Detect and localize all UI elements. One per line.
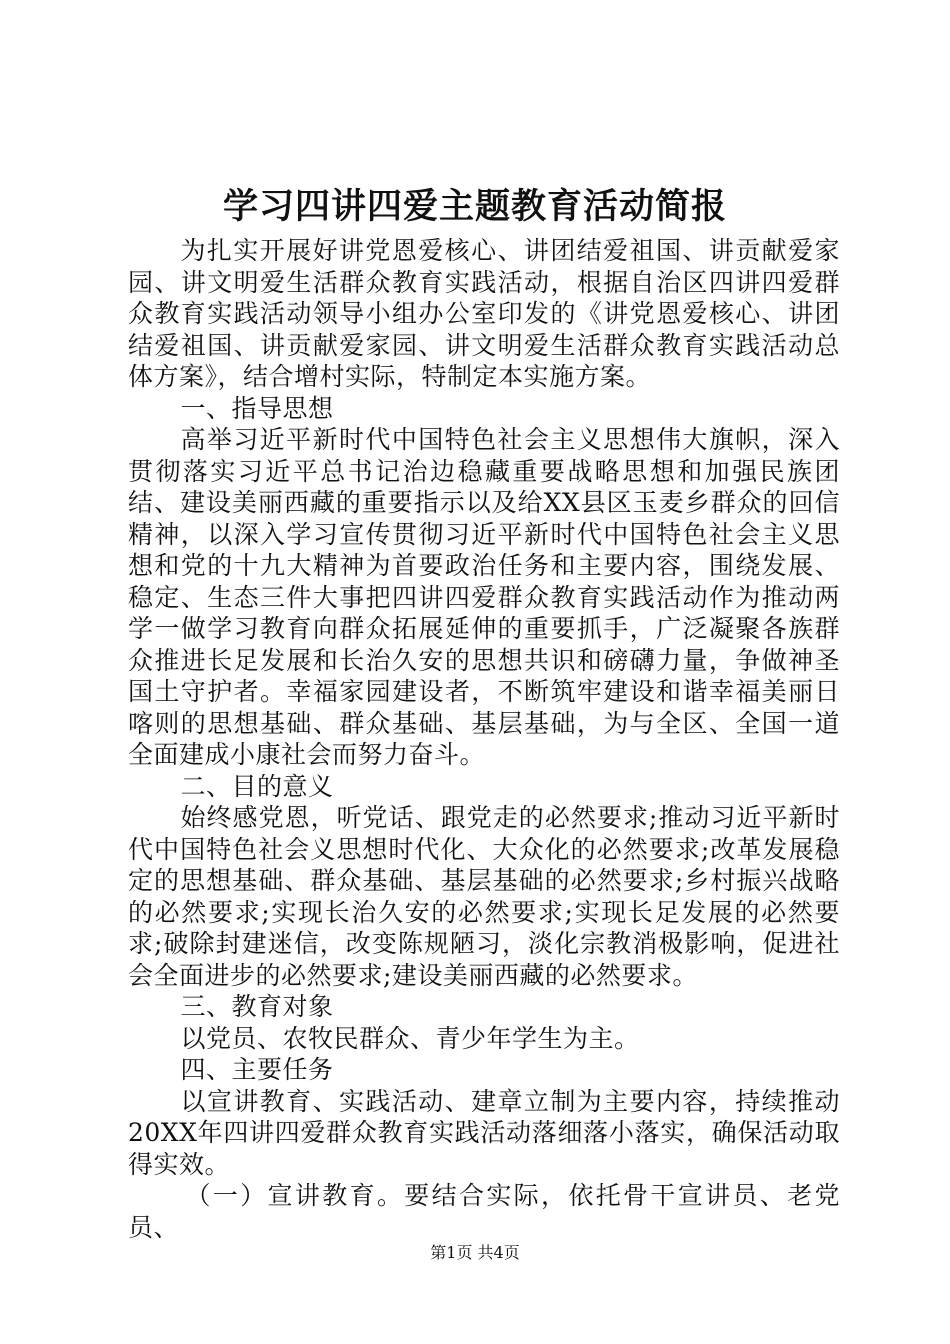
purpose-paragraph: 始终感党恩，听党话、跟党走的必然要求;推动习近平新时代中国特色社会义思想时代化、大众化的必然要求;改革发展稳定的思想基础、群众基础、基层基础的必然要求;乡村振兴战略的必然要求;实现长治久安的必然要求;实现长足发展的必然要求;破除封建迷信，改变陈规陋习，淡化宗教消极影响，促进社会全面进步的必然要求;建设美丽西藏的必然要求。 (128, 803, 840, 990)
section-heading-guiding-ideology: 一、指导思想 (180, 393, 334, 423)
document-title: 学习四讲四爱主题教育活动简报 (222, 186, 727, 227)
section-heading-audience: 三、教育对象 (180, 992, 334, 1021)
guiding-ideology-paragraph: 高举习近平新时代中国特色社会主义思想伟大旗帜，深入贯彻落实习近平总书记治边稳藏重要战略思想和加强民族团结、建设美丽西藏的重要指示以及给XX县区玉麦乡群众的回信精神，以深入学习宣传贯彻习近平新时代中国特色社会主义思想和党的十九大精神为首要政治任务和主要内容，围绕发展、稳定、生态三件大事把四讲四爱群众教育实践活动作为推动两学一做学习教育向群众拓展延伸的重要抓手，广泛凝聚各族群众推进长足发展和长治久安的思想共识和磅礴力量，争做神圣国土守护者。幸福家园建设者，不断筑牢建设和谐幸福美丽日喀则的思想基础、群众基础、基层基础，为与全区、全国一道全面建成小康社会而努力奋斗。 (128, 425, 840, 769)
audience-paragraph: 以党员、农牧民群众、青少年学生为主。 (180, 1023, 640, 1053)
section-heading-purpose: 二、目的意义 (180, 771, 334, 801)
main-tasks-paragraph: 以宣讲教育、实践活动、建章立制为主要内容，持续推动20XX年四讲四爱群众教育实践活动落细落小落实，确保活动取得实效。 (128, 1086, 840, 1179)
document-body (128, 235, 840, 1243)
intro-paragraph: 为扎实开展好讲党恩爱核心、讲团结爱祖国、讲贡献爱家园、讲文明爱生活群众教育实践活动，根据自治区四讲四爱群众教育实践活动领导小组办公室印发的《讲党恩爱核心、讲团结爱祖国、讲贡献爱家园、讲文明爱生活群众教育实践活动总体方案》，结合增村实际，特制定本实施方案。 (128, 236, 840, 391)
section-heading-main-tasks: 四、主要任务 (180, 1055, 334, 1084)
page-number-footer: 第1页 共4页 (430, 1243, 520, 1262)
subsection-education-paragraph: （一）宣讲教育。要结合实际，依托骨干宣讲员、老党员、 (128, 1181, 840, 1242)
